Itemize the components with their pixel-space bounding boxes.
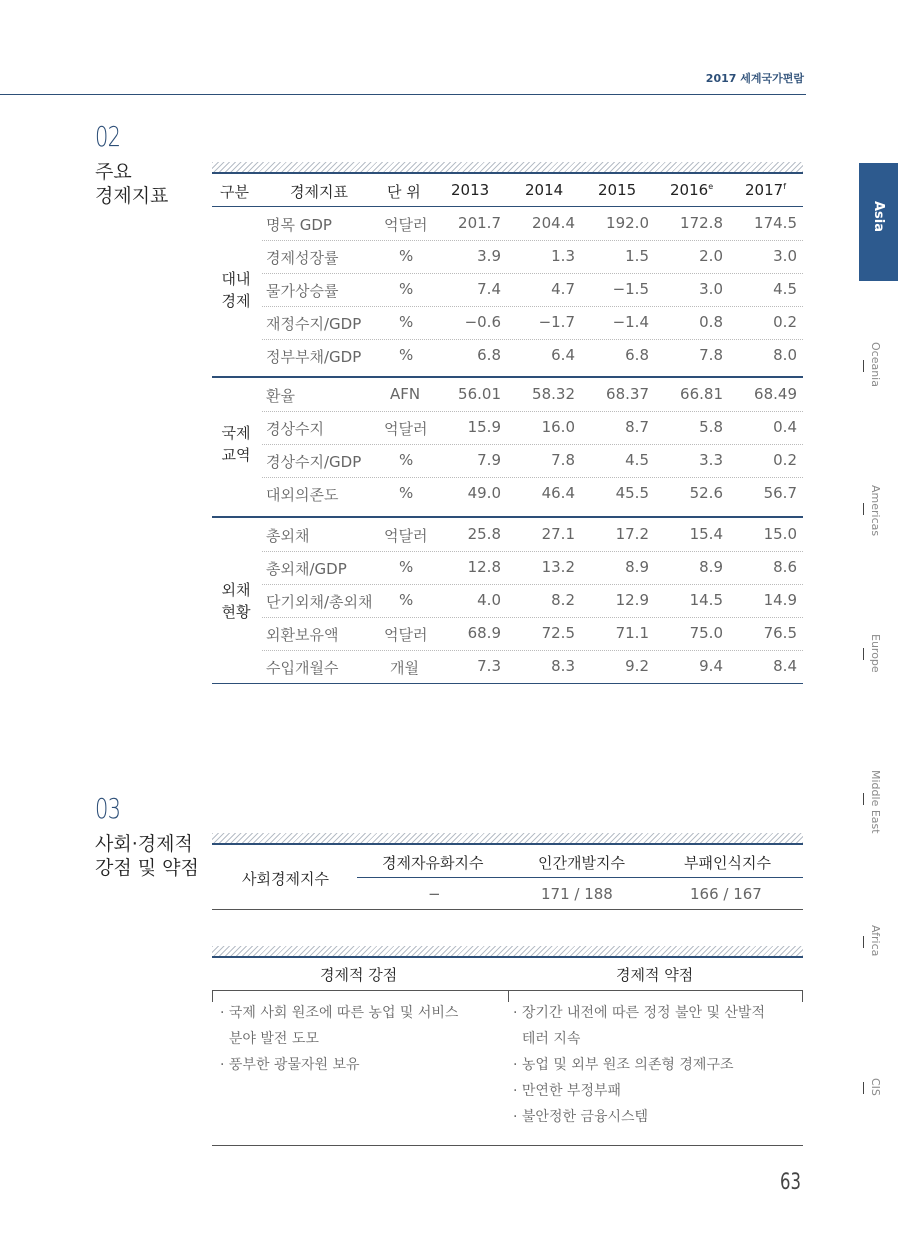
unit-cell: 억달러	[384, 626, 428, 644]
value-cell: 1.3	[551, 247, 575, 265]
value-cell: 68.49	[754, 385, 797, 403]
indicator-name: 경제성장률	[266, 249, 339, 267]
value-cell: −1.5	[612, 280, 649, 298]
tab-asia-label: Asia	[871, 201, 886, 233]
tab-europe[interactable]: Europe	[869, 634, 882, 673]
indicator-name: 명목 GDP	[266, 216, 332, 234]
section-title	[95, 160, 168, 208]
value-cell: 9.4	[699, 657, 723, 675]
table-bottom-rule	[212, 683, 803, 684]
indicator-name: 단기외채/총외채	[266, 593, 373, 611]
value-cell: 12.8	[467, 558, 501, 576]
value-cell: 172.8	[680, 214, 723, 232]
value-cell: 0.4	[773, 418, 797, 436]
unit-cell: %	[399, 247, 414, 265]
weakness-item: · 불안정한 금융시스템	[513, 1109, 649, 1125]
value-cell: 76.5	[763, 624, 797, 642]
col-header-2017: 2017$^f$	[745, 181, 787, 199]
tab-middle-east[interactable]: Middle East	[869, 770, 882, 834]
tab-tick	[863, 360, 864, 372]
value-cell: 72.5	[541, 624, 575, 642]
indicator-name: 경상수지	[266, 420, 324, 438]
value-cell: 4.0	[477, 591, 501, 609]
weaknesses-list	[513, 1000, 765, 1130]
unit-cell: 억달러	[384, 527, 428, 545]
col-header-econ-freedom: 경제자유화지수	[382, 854, 484, 872]
value-cell: 6.4	[551, 346, 575, 364]
row-divider	[262, 273, 803, 274]
table-hatch-bar	[212, 946, 803, 956]
page-number: 63	[780, 1170, 801, 1195]
unit-cell: %	[399, 451, 414, 469]
value-cell: 6.8	[625, 346, 649, 364]
value-cell: 6.8	[477, 346, 501, 364]
section-title-line2: 경제지표	[95, 185, 169, 207]
col-header-2013: 2013	[451, 181, 490, 199]
value-cell: 3.0	[699, 280, 723, 298]
value-cell: 8.4	[773, 657, 797, 675]
value-cell: 7.8	[551, 451, 575, 469]
value-cell: 7.3	[477, 657, 501, 675]
value-cell: 14.5	[689, 591, 723, 609]
indicator-name: 물가상승률	[266, 282, 339, 300]
value-cell: 56.7	[763, 484, 797, 502]
weakness-item: · 장기간 내전에 따른 정정 불안 및 산발적	[513, 1005, 765, 1021]
indicator-name: 재정수지/GDP	[266, 315, 362, 333]
value-cell: 201.7	[458, 214, 501, 232]
running-header: 2017 세계국가편람	[705, 72, 804, 85]
table-top-rule	[212, 172, 803, 174]
tab-asia[interactable]	[859, 163, 898, 281]
strength-item: · 풍부한 광물자원 보유	[220, 1057, 360, 1073]
row-divider	[262, 584, 803, 585]
value-cell: 8.3	[551, 657, 575, 675]
tab-cis[interactable]: CIS	[869, 1078, 882, 1096]
table-hatch-bar	[212, 162, 803, 172]
section-number: 02	[95, 120, 121, 153]
group-divider	[212, 376, 803, 378]
table-top-rule	[212, 843, 803, 845]
table-hatch-bar	[212, 833, 803, 843]
value-cell: 8.6	[773, 558, 797, 576]
value-cell: 4.5	[773, 280, 797, 298]
hdi-value: 171 / 188	[541, 885, 613, 903]
indicator-name: 총외채	[266, 527, 310, 545]
group-label	[216, 422, 256, 466]
value-cell: 75.0	[689, 624, 723, 642]
unit-cell: %	[399, 346, 414, 364]
value-cell: 12.9	[615, 591, 649, 609]
group-label-line: 교역	[221, 446, 251, 464]
value-cell: 1.5	[625, 247, 649, 265]
unit-cell: %	[399, 591, 414, 609]
header-rule	[357, 877, 803, 878]
table-bottom-rule	[212, 909, 803, 910]
strength-item: · 국제 사회 원조에 따른 농업 및 서비스	[220, 1005, 459, 1021]
value-cell: 0.2	[773, 313, 797, 331]
unit-cell: %	[399, 313, 414, 331]
value-cell: 13.2	[541, 558, 575, 576]
weakness-item: · 만연한 부정부패	[513, 1083, 622, 1099]
tab-oceania[interactable]: Oceania	[869, 342, 882, 387]
group-label-line: 현황	[221, 602, 251, 621]
social-index-label: 사회경제지수	[242, 870, 329, 888]
value-cell: 0.8	[699, 313, 723, 331]
header-rule	[0, 94, 806, 95]
group-label-line: 국제	[221, 424, 251, 442]
row-divider	[262, 240, 803, 241]
tick-right	[802, 990, 803, 1002]
value-cell: 4.5	[625, 451, 649, 469]
row-divider	[262, 477, 803, 478]
row-divider	[262, 339, 803, 340]
col-header-unit: 단 위	[387, 183, 421, 201]
value-cell: 15.9	[467, 418, 501, 436]
row-divider	[262, 650, 803, 651]
col-header-2015: 2015	[598, 181, 637, 199]
value-cell: 204.4	[532, 214, 575, 232]
group-label-line: 경제	[221, 291, 251, 310]
indicator-name: 총외채/GDP	[266, 560, 347, 578]
table-top-rule	[212, 956, 803, 958]
tab-tick	[863, 793, 864, 805]
value-cell: 7.9	[477, 451, 501, 469]
section-title-line1: 사회·경제적	[95, 833, 193, 855]
value-cell: 27.1	[541, 525, 575, 543]
value-cell: 14.9	[763, 591, 797, 609]
tick-left	[212, 990, 213, 1002]
unit-cell: 개월	[390, 659, 419, 677]
strength-item: 분야 발전 도모	[220, 1031, 319, 1047]
group-label	[216, 268, 256, 312]
strengths-list	[220, 1000, 458, 1078]
value-cell: 15.4	[689, 525, 723, 543]
weakness-item: 테러 지속	[513, 1031, 581, 1047]
col-header-2014: 2014	[525, 181, 564, 199]
table-bottom-rule	[212, 1145, 803, 1146]
row-divider	[262, 617, 803, 618]
value-cell: 71.1	[615, 624, 649, 642]
indicator-name: 환율	[266, 387, 295, 405]
value-cell: 25.8	[467, 525, 501, 543]
unit-cell: %	[399, 484, 414, 502]
value-cell: 8.9	[625, 558, 649, 576]
indicator-name: 정부부채/GDP	[266, 348, 362, 366]
value-cell: 7.4	[477, 280, 501, 298]
unit-cell: %	[399, 558, 414, 576]
value-cell: 66.81	[680, 385, 723, 403]
group-divider	[212, 516, 803, 518]
cpi-value: 166 / 167	[690, 885, 762, 903]
value-cell: 7.8	[699, 346, 723, 364]
tab-tick	[863, 1082, 864, 1094]
value-cell: 2.0	[699, 247, 723, 265]
value-cell: 5.8	[699, 418, 723, 436]
tab-africa[interactable]: Africa	[869, 925, 882, 957]
value-cell: 46.4	[541, 484, 575, 502]
value-cell: 8.2	[551, 591, 575, 609]
value-cell: 4.7	[551, 280, 575, 298]
group-label-line: 외채	[221, 580, 251, 599]
group-label-line: 대내	[221, 269, 251, 288]
header-rule	[212, 206, 803, 207]
indicator-name: 외환보유액	[266, 626, 339, 644]
value-cell: 68.9	[467, 624, 501, 642]
value-cell: 68.37	[606, 385, 649, 403]
value-cell: 3.9	[477, 247, 501, 265]
indicator-name: 경상수지/GDP	[266, 453, 362, 471]
value-cell: 192.0	[606, 214, 649, 232]
unit-cell: %	[399, 280, 414, 298]
value-cell: 16.0	[541, 418, 575, 436]
value-cell: −0.6	[464, 313, 501, 331]
col-header-2016: 2016e	[670, 181, 714, 199]
indicator-name: 대외의존도	[266, 486, 339, 504]
value-cell: −1.7	[538, 313, 575, 331]
value-cell: 45.5	[615, 484, 649, 502]
section-title	[95, 832, 199, 880]
value-cell: 3.0	[773, 247, 797, 265]
value-cell: 49.0	[467, 484, 501, 502]
weaknesses-header: 경제적 약점	[616, 966, 694, 984]
row-divider	[262, 306, 803, 307]
value-cell: 8.0	[773, 346, 797, 364]
col-header-hdi: 인간개발지수	[538, 854, 625, 872]
unit-cell: AFN	[390, 385, 421, 403]
tab-tick	[863, 503, 864, 515]
value-cell: 3.3	[699, 451, 723, 469]
value-cell: 0.2	[773, 451, 797, 469]
value-cell: 8.9	[699, 558, 723, 576]
tab-americas[interactable]: Americas	[869, 485, 882, 537]
weakness-item: · 농업 및 외부 원조 의존형 경제구조	[513, 1057, 734, 1073]
econ-freedom-value: −	[428, 885, 441, 903]
unit-cell: 억달러	[384, 420, 428, 438]
col-header-cpi: 부패인식지수	[684, 854, 771, 872]
group-label	[216, 579, 256, 623]
col-header-category: 구분	[220, 183, 249, 201]
value-cell: 17.2	[615, 525, 649, 543]
unit-cell: 억달러	[384, 216, 428, 234]
strengths-header: 경제적 강점	[320, 966, 398, 984]
indicator-name: 수입개월수	[266, 659, 339, 677]
tick-center	[508, 990, 509, 1002]
col-header-indicator: 경제지표	[290, 183, 348, 201]
value-cell: 56.01	[458, 385, 501, 403]
section-number: 03	[95, 792, 121, 825]
value-cell: 58.32	[532, 385, 575, 403]
tab-tick	[863, 936, 864, 948]
value-cell: 9.2	[625, 657, 649, 675]
row-divider	[262, 411, 803, 412]
tab-tick	[863, 648, 864, 660]
value-cell: 174.5	[754, 214, 797, 232]
value-cell: 8.7	[625, 418, 649, 436]
value-cell: −1.4	[612, 313, 649, 331]
row-divider	[262, 551, 803, 552]
value-cell: 15.0	[763, 525, 797, 543]
section-title-line2: 강점 및 약점	[95, 857, 199, 879]
row-divider	[262, 444, 803, 445]
value-cell: 52.6	[689, 484, 723, 502]
section-title-line1: 주요	[95, 161, 132, 183]
